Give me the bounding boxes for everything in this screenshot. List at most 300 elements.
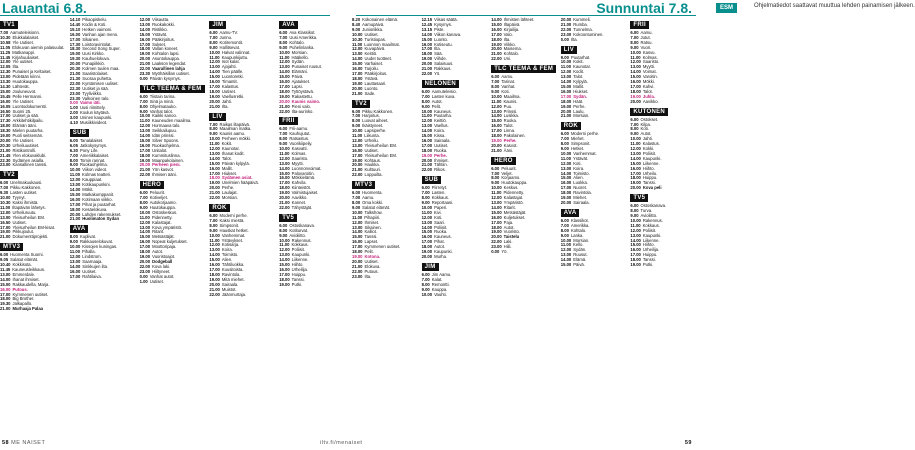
program-title: Ilta-aurinko.: [291, 108, 314, 114]
program-time: 11.00: [139, 118, 150, 124]
listing-column: [279, 18, 345, 432]
program-title: Sairaala.: [573, 200, 590, 205]
program-time: 9.00: [630, 44, 639, 50]
program-time: 15.45: [0, 93, 11, 99]
program-title: Päivä.: [573, 262, 585, 268]
program-time: 2.00: [69, 110, 78, 116]
program-title: Moderni perhe.: [219, 213, 248, 218]
program-time: 18.00: [630, 257, 641, 263]
program-time: 8.00: [560, 141, 569, 147]
program-time: 19.00: [209, 93, 220, 99]
program-time: 6.00: [421, 271, 430, 277]
program-title: Morsian.: [221, 195, 238, 201]
program-time: 19.00: [630, 93, 641, 99]
program-time: 20.00: [139, 162, 151, 168]
program-title: Junioriikka.: [362, 26, 384, 32]
program-time: 6.00: [139, 190, 148, 196]
program-title: Ratsastus.: [289, 136, 310, 142]
program-title: Talkshow.: [364, 209, 383, 215]
program-title: Kohtaus.: [364, 157, 382, 163]
program-title: Poliisit.: [642, 227, 657, 233]
program-time: 11.00: [279, 150, 290, 156]
program-title: Kova peli: [642, 185, 662, 191]
program-time: 11.00: [630, 222, 641, 228]
program-title: Aamuteleisio.: [431, 88, 457, 94]
program-time: 17.00: [421, 239, 433, 245]
program-time: 0.00: [491, 249, 500, 255]
program-time: 13.00: [209, 150, 220, 156]
program-time: 19.00: [630, 180, 641, 186]
program-title: Pihapiiri.: [364, 214, 381, 220]
channel-header: JIM: [209, 21, 226, 29]
program-title: Päivän kylpylä.: [221, 160, 250, 166]
program-time: 12.00: [630, 59, 641, 65]
program-title: Uusi riimittely.: [79, 105, 106, 111]
program-time: 16.00: [69, 268, 81, 274]
program-title: Tyynyt.: [12, 195, 26, 201]
program-time: 22.00: [491, 239, 502, 245]
program-time: 12.00: [491, 195, 502, 201]
left-footer: [2, 440, 45, 446]
program-title: Vauhti.: [434, 291, 447, 297]
program-time: 18.00: [560, 98, 572, 104]
program-time: 10.00: [560, 59, 572, 65]
program-title: Paja.: [503, 219, 514, 225]
program-title: Ystävykset.: [221, 237, 244, 243]
program-title: Huippu.: [642, 252, 658, 258]
program-time: 11.25: [0, 49, 11, 55]
program-time: 4.10: [69, 120, 78, 126]
program-time: 13.15: [421, 26, 433, 32]
program-title: Ilta.: [570, 36, 578, 42]
program-title: Lusikka.: [503, 113, 520, 119]
program-time: 15.00: [209, 74, 220, 80]
program-time: 22.00: [279, 204, 290, 210]
program-time: 14.00: [139, 26, 151, 32]
program-time: 21.00: [491, 51, 502, 57]
program-title: Yleisurheilun EM.: [364, 142, 398, 148]
program-title: Uusi Amerikka.: [289, 34, 318, 40]
program-title: Turva.: [640, 208, 653, 214]
program-entry: [140, 280, 206, 285]
program-title: Suoraa puhetta.: [82, 75, 113, 81]
program-title: Pieni valo.: [291, 103, 311, 109]
program-title: Big Brother.: [12, 296, 35, 302]
program-title: Mallit.: [221, 165, 233, 171]
program-entry: [70, 275, 136, 280]
program-title: Yö.: [501, 249, 508, 255]
program-title: Amerikka.: [570, 222, 590, 228]
program-time: 22.00: [139, 66, 151, 72]
program-title: Tiistain tarina.: [149, 93, 176, 99]
program-title: Luontoretki.: [221, 74, 244, 80]
program-time: 14.00: [69, 187, 81, 192]
program-time: 22.00: [209, 291, 220, 297]
program-time: 7.00: [491, 79, 500, 85]
program-time: 16.00: [69, 196, 81, 202]
program-title: Kokit.: [221, 141, 233, 147]
program-title: Pihat.: [434, 239, 445, 245]
program-title: Kolmas.: [291, 150, 307, 156]
program-title: Ristikko.: [152, 26, 168, 32]
program-title: Kauppiaat.: [82, 177, 103, 183]
program-time: 11.05: [0, 44, 11, 50]
program-title: Kyntämisen uuliset.: [82, 80, 119, 86]
program-time: 10.00: [209, 136, 220, 142]
program-time: 11.00: [352, 133, 363, 139]
program-title: Sikainen.: [364, 224, 382, 230]
program-time: 8.00: [352, 200, 361, 205]
program-time: 18.00: [279, 276, 290, 282]
program-title: Viisautta.: [152, 17, 170, 22]
program-title: Raikas iltapäivä.: [219, 121, 251, 127]
left-page-number: 58: [2, 440, 10, 446]
program-time: 10.00: [491, 93, 502, 99]
program-time: 13.00: [69, 258, 81, 264]
program-time: 17.00: [69, 273, 81, 279]
program-time: 21.45: [0, 152, 11, 158]
program-title: Ostokset.: [640, 116, 659, 122]
program-time: 18.00: [0, 123, 11, 129]
program-time: 18.00: [209, 88, 220, 94]
program-title: Linna.: [503, 128, 516, 134]
program-time: 14.00: [630, 69, 641, 75]
program-title: Unelmien hääpäivä.: [221, 180, 259, 186]
program-title: Ruokaohjelma.: [152, 142, 181, 148]
program-title: Ruusut.: [573, 252, 588, 258]
program-time: 21.00: [421, 66, 433, 72]
program-time: 21.00: [209, 190, 220, 196]
program-time: 11.45: [0, 54, 11, 60]
program-time: 12.00: [491, 103, 502, 109]
program-title: Yleisurheilun EM-kisat.: [12, 224, 56, 230]
program-title: Saaristo.: [642, 59, 660, 65]
program-time: 12.00: [0, 209, 11, 215]
program-title: Ilta.: [503, 36, 511, 42]
program-time: 16.00: [139, 239, 151, 245]
program-title: Keittiö.: [364, 51, 378, 57]
left-page-header: [0, 0, 330, 16]
program-title: Pääkirjoitus.: [152, 36, 175, 42]
program-title: Pikkujoulut.: [12, 229, 34, 235]
program-time: 15.00: [69, 191, 81, 197]
program-time: 9.00: [560, 232, 569, 238]
program-title: Maailma.: [503, 93, 521, 99]
program-time: 8.00: [209, 39, 218, 45]
program-time: 19.00: [0, 133, 11, 139]
program-title: Uusi Kirkko.: [82, 51, 105, 57]
program-time: 14.00: [491, 204, 502, 210]
program-time: 14.30: [0, 83, 11, 89]
program-title: Kymmenen uutiset.: [364, 244, 401, 250]
program-title: Peluurit.: [501, 165, 517, 171]
program-time: 23.30: [139, 70, 151, 76]
program-time: 23.30: [69, 95, 81, 101]
program-time: 15.00: [352, 61, 363, 67]
program-title: Valo.: [503, 31, 513, 37]
program-title: Luokka.: [573, 180, 588, 186]
program-title: Varoitin.: [642, 74, 658, 80]
program-title: Huolimaton Sydan: [82, 216, 120, 222]
program-time: 14.00: [209, 252, 220, 258]
program-title: Rakkauselokuvat.: [79, 239, 114, 245]
program-time: 15.00: [560, 175, 572, 181]
program-time: 7.00: [0, 185, 9, 191]
program-title: Lahden rakennukset.: [82, 211, 122, 217]
program-title: Kaupunki.: [434, 249, 453, 255]
program-title: Vuori.: [640, 44, 652, 50]
program-time: 6.00: [630, 116, 639, 122]
program-title: Tähtiin.: [434, 162, 448, 168]
program-time: 11.00: [491, 98, 502, 104]
program-time: 17.00: [139, 41, 151, 47]
program-time: 6.00: [279, 126, 288, 132]
program-title: Unelmakuukausi.: [10, 180, 43, 186]
program-time: 19.00: [139, 253, 151, 259]
program-time: 22.00: [279, 108, 290, 114]
program-title: Piste.: [434, 26, 445, 32]
program-time: 7.00: [209, 121, 218, 127]
program-time: 12.00: [630, 227, 641, 233]
program-title: Loppuilta.: [364, 172, 383, 178]
program-title: Vuoristoajot.: [152, 253, 176, 259]
program-title: Autot.: [434, 244, 446, 250]
program-time: 13.00: [630, 150, 641, 156]
program-time: 9.00: [421, 286, 430, 292]
program-title: Rahtilaiva.: [82, 273, 102, 279]
program-title: Kohtalo.: [570, 227, 587, 233]
program-time: 17.00: [421, 46, 433, 52]
program-time: 20.00: [69, 61, 81, 67]
program-time: 11.00: [69, 249, 81, 255]
program-title: Viikon videot.: [82, 167, 108, 173]
program-entry: [0, 307, 66, 312]
program-time: 23.00: [352, 273, 363, 279]
program-title: Alien.: [573, 175, 584, 181]
program-time: 12.00: [69, 253, 81, 259]
program-title: Aamuteleisionn.: [10, 30, 40, 35]
program-time: 8.00: [491, 83, 500, 89]
program-title: Kesäelokuva.: [82, 206, 108, 212]
program-title: Puutarhat.: [570, 54, 591, 60]
program-title: Prinssi.: [503, 108, 518, 114]
program-title: Kannet.: [291, 200, 307, 205]
program-time: 23.00: [491, 244, 502, 250]
program-time: 19.00: [139, 51, 151, 57]
program-title: Kuljetukset.: [503, 214, 526, 220]
program-title: Pidennetty.: [151, 214, 173, 220]
program-title: Pelit.: [364, 249, 374, 255]
program-title: Luovat aiheet.: [362, 118, 389, 124]
program-time: 17.00: [279, 271, 290, 277]
program-time: 14.00: [69, 263, 81, 269]
program-time: 10.00: [630, 136, 641, 142]
program-time: 9.00: [69, 162, 78, 168]
program-title: Tyyliviikko.: [82, 90, 103, 96]
program-time: 22.00: [421, 70, 433, 76]
program-time: 13.00: [0, 74, 11, 80]
program-time: 7.00: [421, 190, 430, 196]
program-title: Uutiset.: [82, 268, 97, 274]
program-title: Kokki.: [642, 146, 655, 152]
program-title: Kuplivat.: [79, 234, 97, 240]
program-time: 16.00: [352, 66, 363, 72]
program-title: Paperi.: [434, 204, 448, 210]
program-time: 16.00: [421, 234, 433, 240]
program-time: 14.00: [491, 17, 502, 22]
program-title: Ritarit.: [152, 229, 165, 235]
program-time: 6.00: [630, 30, 639, 35]
program-time: 18.00: [139, 46, 151, 52]
program-time: 16.00: [209, 262, 220, 268]
program-time: 16.00: [630, 165, 641, 171]
program-time: 15.00: [560, 83, 572, 89]
program-title: Salatut elämät.: [362, 204, 391, 210]
program-time: 6.00: [0, 180, 9, 186]
program-time: 14.00: [491, 113, 502, 119]
program-time: 10.00: [560, 237, 572, 243]
program-title: Saarnaaja.: [82, 258, 103, 264]
program-title: Kahvila.: [291, 180, 307, 186]
program-time: 19.00: [421, 56, 433, 62]
program-title: Hauskat hetket.: [219, 227, 249, 233]
program-title: Vanhat talot.: [149, 108, 173, 114]
listing-column: [422, 18, 488, 432]
program-time: 13.00: [139, 21, 151, 27]
program-time: 8.00: [69, 234, 78, 240]
program-time: 23.00: [139, 268, 151, 274]
program-title: Pihat ja puutarhat.: [82, 201, 117, 207]
program-title: Talot.: [642, 88, 653, 94]
program-time: 9.00: [279, 232, 288, 238]
program-time: 10.00: [630, 217, 641, 223]
program-time: 18.00: [421, 51, 433, 57]
program-time: 10.00: [279, 49, 290, 55]
program-time: 14.00: [560, 170, 572, 176]
program-title: Sukset.: [152, 41, 167, 47]
program-time: 13.00: [279, 64, 290, 70]
program-time: 7.00: [421, 276, 430, 282]
program-time: 7.00: [69, 152, 78, 158]
program-title: Simpsonit.: [219, 222, 240, 228]
channel-header: FRII: [279, 117, 298, 125]
program-title: Ihanat ihmiset.: [12, 276, 40, 282]
program-title: Matkanappi.: [12, 49, 36, 55]
program-title: Tanssi.: [364, 234, 378, 240]
program-time: 11.00: [421, 113, 432, 119]
program-time: 13.00: [421, 123, 433, 129]
program-title: Tomin rannat.: [79, 157, 106, 163]
program-title: Ilta.: [12, 64, 20, 70]
program-title: Nuoret.: [573, 185, 587, 191]
program-title: Perhe.: [503, 137, 517, 143]
program-title: Elämä.: [573, 257, 587, 263]
program-time: 6.00: [209, 30, 218, 35]
program-title: Rakennus.: [642, 217, 663, 223]
program-title: Metsästäjät.: [503, 209, 527, 215]
program-title: Kalastajat.: [152, 219, 172, 225]
program-time: 18.00: [421, 147, 433, 153]
program-time: 1.00: [69, 105, 78, 111]
program-title: Kansallinen tanssi.: [12, 162, 48, 168]
program-title: Kymmenen uutiset.: [12, 291, 49, 297]
program-time: 12.00: [352, 219, 363, 225]
program-title: Korjaamo.: [501, 175, 521, 181]
program-title: Kuusitoista.: [221, 266, 244, 272]
program-time: 20.00: [139, 258, 151, 264]
program-time: 22.00: [69, 80, 81, 86]
program-time: 13.00: [491, 108, 502, 114]
program-title: Kodin & Koti.: [82, 21, 107, 27]
channel-header: TV1: [0, 21, 18, 29]
channel-header: MTV3: [0, 243, 23, 251]
program-time: 19.00: [421, 152, 433, 158]
program-title: Kaupunki.: [291, 252, 311, 258]
program-entry: [491, 250, 557, 255]
program-title: Haukka.: [364, 162, 380, 168]
program-title: Viikon kanava.: [434, 31, 462, 37]
program-title: Punapiikkiö.: [82, 61, 105, 67]
program-time: 19.30: [69, 56, 81, 62]
program-title: Pääkirjoitus.: [364, 70, 388, 76]
program-title: Elokuvan aiemin palasuulat.: [12, 44, 65, 50]
program-time: 1.00: [139, 278, 148, 284]
listing-column: [352, 18, 418, 432]
program-time: 6.00: [69, 137, 78, 143]
program-title: Poliisit.: [291, 247, 305, 253]
program-time: 6.00: [421, 88, 430, 94]
program-title: Sydän.: [291, 59, 305, 65]
program-time: 21.00: [0, 234, 11, 240]
program-title: Kaunotar.: [221, 146, 240, 152]
program-time: 21.00: [69, 70, 81, 76]
program-time: 19.00: [69, 51, 81, 57]
program-title: Ystävä.: [364, 75, 379, 81]
program-title: Tanssi.: [642, 180, 656, 186]
program-title: Ohjelmatauko.: [149, 103, 177, 109]
program-title: Ravintola.: [221, 271, 241, 277]
program-time: 17.00: [69, 201, 81, 207]
program-title: Aavikko.: [642, 98, 659, 104]
program-title: Kauhujutut.: [289, 131, 311, 137]
program-time: 20.00: [139, 56, 151, 62]
program-time: 9.00: [139, 108, 148, 114]
program-title: Asuntokauppa.: [152, 56, 181, 62]
program-time: 17.00: [560, 93, 572, 99]
program-title: Klassikot.: [570, 217, 589, 223]
channel-header: TV2: [0, 171, 18, 179]
program-title: Ostoskanava.: [289, 222, 315, 228]
program-title: Tähtiluokka.: [221, 262, 245, 268]
program-title: Simpsonit.: [570, 141, 591, 147]
program-title: Vuorikiipeily.: [289, 141, 313, 147]
program-title: Talot.: [221, 155, 232, 161]
program-title: Lasten uutiset.: [10, 190, 38, 196]
program-time: 10.00: [139, 209, 151, 215]
program-title: Vanhan ajan meno.: [82, 31, 119, 37]
program-title: Maailman matka.: [219, 126, 252, 132]
program-title: Hurmaava talo.: [152, 123, 181, 129]
program-entry: [209, 293, 275, 298]
program-time: 7.00: [0, 30, 9, 35]
program-time: 15.00: [560, 262, 572, 268]
program-time: 11.00: [209, 237, 220, 243]
program-time: 7.00: [209, 217, 218, 223]
program-time: 8.00: [209, 222, 218, 228]
program-title: Valkoinen talo.: [82, 95, 110, 101]
program-time: 10.00: [421, 291, 433, 297]
program-title: Hiihto.: [642, 165, 655, 171]
